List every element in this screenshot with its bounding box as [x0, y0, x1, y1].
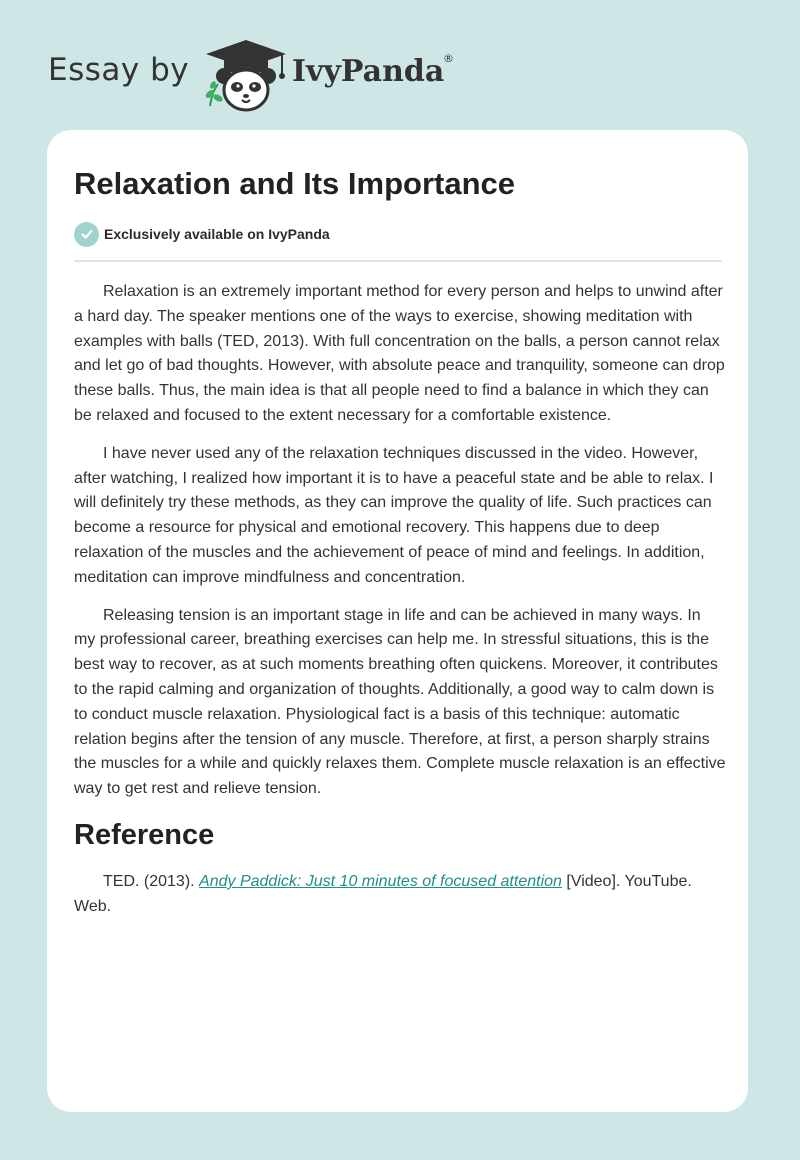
brand-prefix: Essay by: [48, 52, 190, 88]
paragraph: Relaxation is an extremely important method for every person and helps to unwind after a hard day. The speaker mentions one of the ways to exercise, showing meditation with examples with balls (TED, 2013). With full concentration on the balls, a person cannot relax and let go of bad thoughts. However, with absolute peace and tranquility, someone can drop these balls. Thus, the main idea is that all people need to find a balance in which they can be relaxed and focused to the extent necessary for a comfortable existence.: [74, 283, 725, 424]
reference-entry: [74, 870, 726, 920]
registered-mark: ®: [443, 52, 454, 65]
reference-prefix: TED. (2013).: [103, 872, 200, 890]
page-title: Relaxation and Its Importance: [74, 166, 515, 201]
paragraph: I have never used any of the relaxation techniques discussed in the video. However, after watching, I realized how important it is to have a peaceful state and be able to relax. I will definitely try these methods, as they can improve the quality of life. Such practices can become a resource for physical and emotional recovery. This happens due to deep relaxation of the muscles and the achievement of peace of mind and feelings. In addition, meditation can improve mindfulness and concentration.: [74, 444, 714, 586]
panda-graduate-logo-icon[interactable]: [198, 36, 294, 112]
reference-suffix: [Video]. YouTube. Web.: [74, 872, 692, 915]
badge-text: Exclusively available on IvyPanda: [104, 226, 330, 242]
exclusive-badge: [74, 221, 330, 247]
essay-body: [74, 280, 726, 933]
brand-name[interactable]: IvyPanda: [292, 54, 445, 89]
site-header: [0, 0, 800, 130]
paragraph: Releasing tension is an important stage in life and can be achieved in many ways. In my professional career, breathing exercises can help me. In stressful situations, this is the best way to recover, as at such moments breathing often quickens. Moreover, it contributes to the rapid calming and organization of thoughts. Additionally, a good way to calm down is to conduct muscle relaxation. Physiological fact is a basis of this technique: automatic relation begins after the tension of any muscle. Therefore, at first, a person sharply strains the muscles for a while and quickly relaxes them. Complete muscle relaxation is an effective way to get rest and relieve tension.: [74, 606, 726, 798]
divider: [74, 260, 722, 262]
check-circle-icon: [74, 222, 99, 247]
reference-heading: Reference: [74, 818, 215, 851]
essay-card: [47, 130, 748, 1112]
reference-link[interactable]: Andy Paddick: Just 10 minutes of focused attention: [199, 872, 562, 890]
